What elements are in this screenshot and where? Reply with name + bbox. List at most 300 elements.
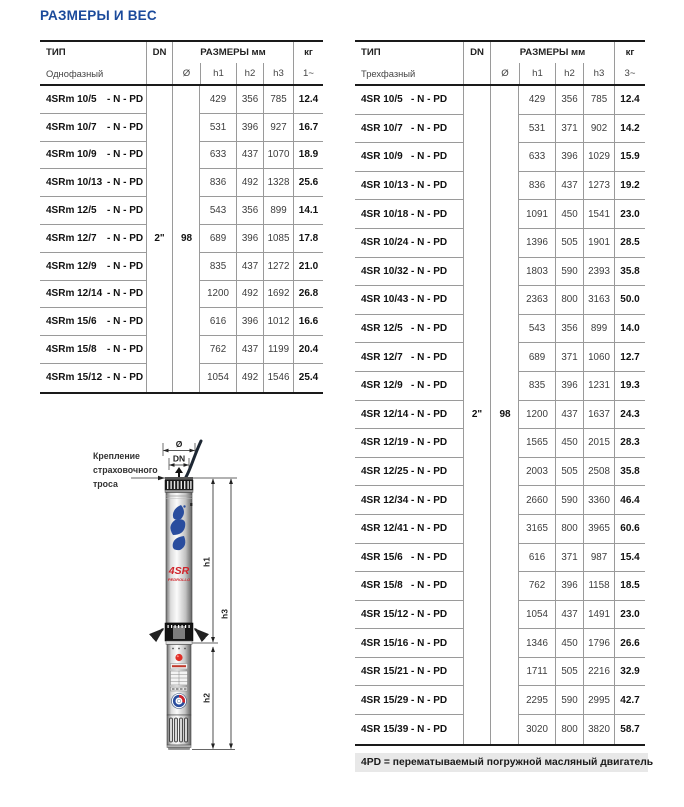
col-dn-spacer xyxy=(146,63,173,84)
h2-value: 371 xyxy=(555,115,583,144)
ribbed-bottom-section xyxy=(167,715,191,750)
table-row xyxy=(355,172,645,201)
diameter-cell xyxy=(173,86,200,114)
diameter-cell xyxy=(491,315,519,344)
h3-value: 1546 xyxy=(263,364,293,392)
dn-cell xyxy=(146,281,173,309)
diameter-cell xyxy=(491,658,519,687)
table-row xyxy=(40,225,323,253)
dn-cell xyxy=(463,229,491,258)
table-row xyxy=(40,336,323,364)
h1-value: 1200 xyxy=(519,401,555,430)
h2-value: 590 xyxy=(555,258,583,287)
brand-subtext: PEDROLLO xyxy=(167,577,191,582)
col-phase-label: Однофазный xyxy=(46,68,104,79)
table-row xyxy=(355,143,645,172)
weight-value: 18.5 xyxy=(614,572,645,601)
pump-model-suffix: - N - PD xyxy=(411,523,448,535)
dn-merged-value: 2" xyxy=(471,409,483,421)
h1-value: 835 xyxy=(519,372,555,401)
weight-value: 15.4 xyxy=(614,544,645,573)
weight-value: 20.4 xyxy=(293,336,323,364)
table-row xyxy=(355,115,645,144)
diameter-cell xyxy=(491,686,519,715)
table-row xyxy=(355,715,645,744)
h1-value: 2295 xyxy=(519,686,555,715)
pump-model: 4SR 10/24 xyxy=(361,237,409,249)
h2-value: 505 xyxy=(555,229,583,258)
diameter-cell xyxy=(173,281,200,309)
dn-cell xyxy=(463,143,491,172)
h2-value: 396 xyxy=(236,225,263,253)
dn-cell xyxy=(146,142,173,170)
diameter-cell xyxy=(173,253,200,281)
pump-model: 4SR 10/7 xyxy=(361,122,403,134)
col-phase-symbol: 3~ xyxy=(614,63,645,84)
diameter-cell xyxy=(173,364,200,392)
diameter-cell xyxy=(491,458,519,487)
h1-value: 633 xyxy=(200,142,236,170)
dn-cell xyxy=(463,401,491,430)
diameter-cell xyxy=(491,515,519,544)
h2-value: 492 xyxy=(236,169,263,197)
pump-model: 4SR 15/16 xyxy=(361,637,409,649)
dn-cell xyxy=(463,315,491,344)
pump-body xyxy=(166,493,192,624)
diameter-cell xyxy=(491,229,519,258)
pump-model-suffix: - N - PD xyxy=(411,265,448,277)
table-header xyxy=(355,42,645,86)
diameter-cell xyxy=(173,197,200,225)
h2-value: 590 xyxy=(555,486,583,515)
h3-value: 3163 xyxy=(583,286,614,315)
h2-value: 437 xyxy=(555,401,583,430)
weight-value: 15.9 xyxy=(614,143,645,172)
h2-value: 396 xyxy=(236,114,263,142)
table-row xyxy=(355,286,645,315)
weight-value: 26.8 xyxy=(293,281,323,309)
diameter-cell xyxy=(491,172,519,201)
h3-value: 1158 xyxy=(583,572,614,601)
col-h3-label: h3 xyxy=(263,63,293,84)
pump-model-suffix: - N - PD xyxy=(411,608,448,620)
h2-value: 396 xyxy=(555,372,583,401)
table-header xyxy=(40,42,323,86)
weight-value: 42.7 xyxy=(614,686,645,715)
h1-value: 2003 xyxy=(519,458,555,487)
pump-model: 4SRm 15/8 xyxy=(46,344,97,356)
table-row xyxy=(355,200,645,229)
pump-model-cell xyxy=(355,486,463,515)
col-diameter-label: Ø xyxy=(501,68,509,79)
weight-value: 23.0 xyxy=(614,601,645,630)
pump-model-suffix: - N - PD xyxy=(411,237,448,249)
h2-value: 437 xyxy=(236,336,263,364)
h2-value: 450 xyxy=(555,629,583,658)
weight-value: 58.7 xyxy=(614,715,645,744)
col-dims-label: РАЗМЕРЫ мм xyxy=(519,47,586,58)
pump-model-suffix: - N - PD xyxy=(411,94,448,106)
pump-model-cell xyxy=(355,515,463,544)
h3-value: 1060 xyxy=(583,343,614,372)
rope-label-line2: страховочного xyxy=(93,465,158,475)
h3-value: 2393 xyxy=(583,258,614,287)
table-body xyxy=(355,86,645,744)
pump-model-cell xyxy=(40,197,146,225)
pump-model-cell xyxy=(355,601,463,630)
h3-value: 1012 xyxy=(263,308,293,336)
pump-model-cell xyxy=(355,172,463,201)
h2-value: 356 xyxy=(236,197,263,225)
table-row xyxy=(355,315,645,344)
pump-model-suffix: - N - PD xyxy=(411,466,448,478)
pump-model-suffix: - N - PD xyxy=(411,294,448,306)
h3-value: 1273 xyxy=(583,172,614,201)
table-row xyxy=(40,86,323,114)
h2-value: 396 xyxy=(555,572,583,601)
weight-value: 14.0 xyxy=(614,315,645,344)
pump-model-cell xyxy=(40,308,146,336)
weight-value: 19.3 xyxy=(614,372,645,401)
h3-value: 3360 xyxy=(583,486,614,515)
pump-model-cell xyxy=(355,115,463,144)
pump-model-suffix: - N - PD xyxy=(411,380,448,392)
diameter-cell xyxy=(491,429,519,458)
dn-cell xyxy=(463,429,491,458)
table-row xyxy=(355,686,645,715)
h2-value: 590 xyxy=(555,686,583,715)
pump-model-suffix: - N - PD xyxy=(411,351,448,363)
weight-value: 12.4 xyxy=(293,86,323,114)
weight-value: 32.9 xyxy=(614,658,645,687)
dn-cell xyxy=(146,114,173,142)
weight-value: 12.7 xyxy=(614,343,645,372)
pump-dimension-diagram xyxy=(85,430,250,760)
pump-model: 4SR 15/12 xyxy=(361,608,409,620)
weight-value: 26.6 xyxy=(614,629,645,658)
weight-value: 28.5 xyxy=(614,229,645,258)
col-h1-label: h1 xyxy=(519,63,555,84)
pump-model-suffix: - N - PD xyxy=(411,637,448,649)
table-row xyxy=(40,253,323,281)
diameter-cell xyxy=(173,114,200,142)
diameter-cell xyxy=(491,372,519,401)
pump-model-suffix: - N - PD xyxy=(107,372,144,384)
pump-model: 4SR 12/25 xyxy=(361,466,409,478)
pump-model: 4SR 12/7 xyxy=(361,351,403,363)
table-row xyxy=(40,142,323,170)
h1-value: 1054 xyxy=(519,601,555,630)
pump-model-suffix: - N - PD xyxy=(411,551,448,563)
footnote: 4PD = перематываемый погружной масляный двигатель xyxy=(355,753,648,772)
pump-model: 4SR 15/21 xyxy=(361,666,409,678)
pump-model-suffix: - N - PD xyxy=(411,437,448,449)
h2-value: 505 xyxy=(555,458,583,487)
weight-value: 35.8 xyxy=(614,258,645,287)
pump-model-cell xyxy=(355,258,463,287)
pump-model: 4SR 15/39 xyxy=(361,723,409,735)
table-row xyxy=(355,486,645,515)
pump-model: 4SR 12/14 xyxy=(361,408,409,420)
dn-cell xyxy=(463,343,491,372)
diameter-cell xyxy=(491,86,519,115)
pump-model-cell xyxy=(355,715,463,744)
table-row xyxy=(355,86,645,115)
brand-text: 4SR xyxy=(168,565,190,577)
h3-value: 1029 xyxy=(583,143,614,172)
pump-model-suffix: - N - PD xyxy=(107,344,144,356)
dn-cell xyxy=(463,172,491,201)
weight-value: 24.3 xyxy=(614,401,645,430)
pump-model-suffix: - N - PD xyxy=(411,122,448,134)
pump-model-suffix: - N - PD xyxy=(411,208,448,220)
col-diameter-label: Ø xyxy=(182,68,191,79)
pump-model-cell xyxy=(355,315,463,344)
h2-dim-label: h2 xyxy=(201,693,212,703)
intake-arrow-right-icon xyxy=(195,629,203,636)
weight-value: 25.6 xyxy=(293,169,323,197)
rope-leader-arrow-icon xyxy=(158,476,165,480)
table-row xyxy=(355,544,645,573)
diameter-cell xyxy=(491,401,519,430)
diameter-cell xyxy=(491,200,519,229)
pump-model-cell xyxy=(355,143,463,172)
diameter-cell xyxy=(173,142,200,170)
dn-cell xyxy=(463,258,491,287)
diameter-cell xyxy=(173,336,200,364)
pump-model: 4SRm 10/9 xyxy=(46,149,97,161)
pump-model: 4SR 10/18 xyxy=(361,208,409,220)
motor-section xyxy=(166,641,192,715)
diameter-cell xyxy=(173,225,200,253)
h1-value: 689 xyxy=(200,225,236,253)
col-kg-label: кг xyxy=(293,42,323,63)
table-row xyxy=(355,572,645,601)
pump-model-cell xyxy=(40,142,146,170)
table-row xyxy=(355,629,645,658)
h3-value: 2995 xyxy=(583,686,614,715)
dn-cell xyxy=(463,458,491,487)
table-row xyxy=(40,114,323,142)
h3-value: 3965 xyxy=(583,515,614,544)
diameter-merged-value: 98 xyxy=(499,409,511,421)
table-row xyxy=(40,197,323,225)
pump-model-cell xyxy=(355,572,463,601)
power-cable xyxy=(186,441,201,477)
pump-model: 4SR 10/43 xyxy=(361,294,409,306)
dn-cell xyxy=(146,225,173,253)
diameter-cell xyxy=(491,629,519,658)
motor-roundel-icon xyxy=(172,694,187,709)
h3-value: 1901 xyxy=(583,229,614,258)
pump-model-cell xyxy=(40,281,146,309)
h1-value: 1346 xyxy=(519,629,555,658)
h2-value: 437 xyxy=(236,253,263,281)
h1-value: 633 xyxy=(519,143,555,172)
table-row xyxy=(355,515,645,544)
dn-cell xyxy=(463,629,491,658)
h3-value: 2508 xyxy=(583,458,614,487)
h3-value: 902 xyxy=(583,115,614,144)
pump-model-suffix: - N - PD xyxy=(411,723,448,735)
weight-value: 19.2 xyxy=(614,172,645,201)
weight-value: 18.9 xyxy=(293,142,323,170)
outlet-up-arrow-icon xyxy=(175,467,183,477)
weight-value: 25.4 xyxy=(293,364,323,392)
weight-value: 46.4 xyxy=(614,486,645,515)
h3-value: 785 xyxy=(583,86,614,115)
h3-value: 785 xyxy=(263,86,293,114)
dn-cell xyxy=(463,715,491,744)
dn-cell xyxy=(463,486,491,515)
pump-model: 4SRm 12/9 xyxy=(46,260,97,272)
pump-model-suffix: - N - PD xyxy=(411,180,448,192)
dimensions-table-single-phase xyxy=(40,40,323,394)
h1-value: 429 xyxy=(200,86,236,114)
pump-model-cell xyxy=(40,86,146,114)
dn-merged-value: 2" xyxy=(154,233,165,245)
diameter-cell xyxy=(491,601,519,630)
h1-value: 1396 xyxy=(519,229,555,258)
dn-cell xyxy=(146,253,173,281)
h1-value: 1054 xyxy=(207,372,229,384)
pump-model-cell xyxy=(355,686,463,715)
h3-value: 1692 xyxy=(263,281,293,309)
h2-value: 356 xyxy=(555,86,583,115)
h1-value: 3020 xyxy=(526,723,548,735)
dn-cell xyxy=(463,686,491,715)
pump-model-suffix: - N - PD xyxy=(107,149,144,161)
h1-value: 2363 xyxy=(519,286,555,315)
rope-label-line1: Крепление xyxy=(93,451,140,461)
pump-model-suffix: - N - PD xyxy=(411,323,448,335)
intake-arrow-left-icon xyxy=(155,629,163,636)
diameter-cell xyxy=(491,572,519,601)
dn-cell xyxy=(463,601,491,630)
h3-value: 1199 xyxy=(263,336,293,364)
table-row xyxy=(355,229,645,258)
weight-value: 60.6 xyxy=(614,515,645,544)
table-row xyxy=(355,401,645,430)
h3-value: 1637 xyxy=(583,401,614,430)
table-row xyxy=(355,258,645,287)
motor-red-dot xyxy=(175,654,182,661)
table-row xyxy=(355,372,645,401)
h1-value: 1565 xyxy=(519,429,555,458)
pump-model-cell xyxy=(355,343,463,372)
diameter-cell xyxy=(173,169,200,197)
table-row xyxy=(40,281,323,309)
h1-value: 616 xyxy=(200,308,236,336)
col-h3-label: h3 xyxy=(583,63,614,84)
pump-model-cell xyxy=(355,458,463,487)
h2-value: 505 xyxy=(555,658,583,687)
h2-value: 356 xyxy=(236,86,263,114)
h2-value: 492 xyxy=(236,364,263,392)
pump-model: 4SR 12/41 xyxy=(361,523,409,535)
col-dn-spacer xyxy=(463,63,491,84)
table-row xyxy=(40,169,323,197)
h3-value: 1070 xyxy=(263,142,293,170)
weight-value: 16.6 xyxy=(293,308,323,336)
pump-model: 4SR 15/8 xyxy=(361,580,403,592)
h1-value: 836 xyxy=(200,169,236,197)
diameter-cell xyxy=(173,308,200,336)
h1-value: 531 xyxy=(200,114,236,142)
table-row xyxy=(355,658,645,687)
pump-model: 4SRm 10/13 xyxy=(46,177,103,189)
dn-cell xyxy=(463,200,491,229)
pump-model-cell xyxy=(40,225,146,253)
diameter-cell xyxy=(491,343,519,372)
dn-cell xyxy=(146,169,173,197)
dn-cell xyxy=(146,308,173,336)
pump-model-suffix: - N - PD xyxy=(107,121,144,133)
pump-model-suffix: - N - PD xyxy=(107,260,144,272)
pump-model-cell xyxy=(40,364,146,392)
pump-model: 4SR 10/5 xyxy=(361,94,403,106)
pump-model: 4SR 10/13 xyxy=(361,180,409,192)
h2-value: 371 xyxy=(555,544,583,573)
pump-model: 4SRm 10/7 xyxy=(46,121,97,133)
pump-model-suffix: - N - PD xyxy=(107,232,144,244)
col-phase-symbol: 1~ xyxy=(293,63,323,84)
table-body xyxy=(40,86,323,392)
h3-value: 1541 xyxy=(583,200,614,229)
h2-value: 437 xyxy=(555,172,583,201)
diameter-cell xyxy=(491,544,519,573)
h1-value: 2660 xyxy=(519,486,555,515)
weight-value: 50.0 xyxy=(614,286,645,315)
pump-model-suffix: - N - PD xyxy=(411,694,448,706)
pump-model-cell xyxy=(355,372,463,401)
pump-model: 4SR 15/6 xyxy=(361,551,403,563)
pump-model: 4SR 10/32 xyxy=(361,265,409,277)
h3-value: 927 xyxy=(263,114,293,142)
diameter-merged-value: 98 xyxy=(180,233,193,245)
table-row xyxy=(355,343,645,372)
pump-model: 4SR 12/34 xyxy=(361,494,409,506)
pump-model: 4SRm 12/14 xyxy=(46,288,103,300)
table-row xyxy=(40,364,323,392)
weight-value: 16.7 xyxy=(293,114,323,142)
table-row xyxy=(355,458,645,487)
h2-value: 437 xyxy=(555,601,583,630)
h3-value: 2015 xyxy=(583,429,614,458)
dn-cell xyxy=(463,572,491,601)
pump-model-suffix: - N - PD xyxy=(411,580,448,592)
pump-model-suffix: - N - PD xyxy=(107,288,144,300)
diameter-cell xyxy=(491,715,519,744)
h1-value: 1711 xyxy=(519,658,555,687)
h2-value: 356 xyxy=(555,315,583,344)
dn-cell xyxy=(146,336,173,364)
h1-value: 689 xyxy=(519,343,555,372)
h3-value: 3820 xyxy=(583,715,614,744)
diameter-cell xyxy=(491,486,519,515)
pump-model: 4SRm 12/5 xyxy=(46,205,97,217)
page-title: РАЗМЕРЫ И ВЕС xyxy=(40,8,157,23)
pump-model: 4SR 10/9 xyxy=(361,151,403,163)
diameter-cell xyxy=(491,115,519,144)
col-h2-label: h2 xyxy=(555,63,583,84)
diameter-cell xyxy=(491,143,519,172)
pump-model-suffix: - N - PD xyxy=(411,666,448,678)
pump-model-cell xyxy=(40,336,146,364)
h3-value: 1328 xyxy=(263,169,293,197)
pump-model-suffix: - N - PD xyxy=(107,205,144,217)
intake-band xyxy=(165,623,193,641)
